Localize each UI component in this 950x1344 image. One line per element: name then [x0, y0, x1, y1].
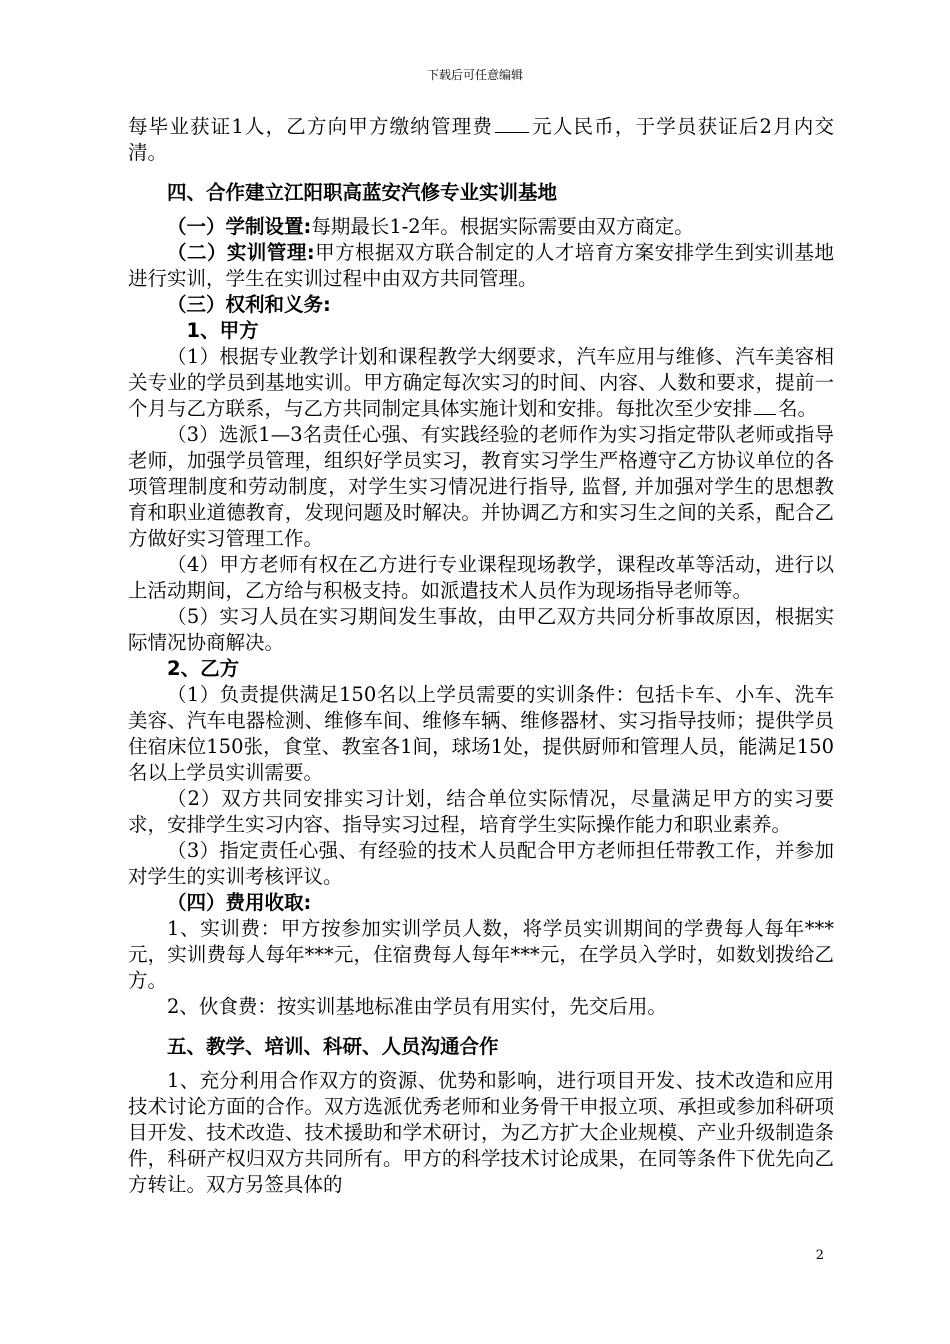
fill-in-blank: [495, 114, 529, 133]
paragraph: [128, 344, 834, 422]
fill-in-blank: [754, 396, 776, 415]
subheading-party-b: 2、乙方: [167, 657, 240, 680]
page-header: 下载后可任意编辑: [426, 68, 523, 82]
text-run: 名。: [778, 397, 818, 420]
subheading-lead: （一）学制设置:: [167, 215, 312, 238]
paragraph: （1）负责提供满足150名以上学员需要的实训条件：包括卡车、小车、洗车美容、汽车电器检测、维修车间、维修车辆、维修器材、实习指导技师；提供学员住宿床位150张，食堂、教室各1间，球场1处，提供厨师和管理人员，能满足150名以上学员实训需要。: [128, 683, 834, 784]
paragraph: （5）实习人员在实习期间发生事故，由甲乙双方共同分析事故原因，根据实际情况协商解决。: [128, 605, 834, 654]
subheading-lead: （二）实训管理:: [167, 241, 315, 264]
paragraph: [128, 214, 834, 240]
paragraph: [128, 240, 834, 292]
text-run: 每毕业获证1人，乙方向甲方缴纳管理费: [128, 115, 493, 138]
paragraph: （3）选派1—3名责任心强、有实践经验的老师作为实习指定带队老师或指导老师，加强学员管理，组织好学员实习，教育实习学生严格遵守乙方协议单位的各项管理制度和劳动制度，对学生实习情况进行指导, 监督, 并加强对学生的思想教育和职业道德教育，发现问题及时解决。并协调乙方和实习生之间的关系，配合乙方做好实习管理工作。: [128, 423, 834, 550]
section-heading-4: 四、合作建立江阳职高蓝安汽修专业实训基地: [167, 181, 558, 204]
paragraph: （4）甲方老师有权在乙方进行专业课程现场教学，课程改革等活动，进行以上活动期间，乙方给与积极支持。如派遣技术人员作为现场指导老师等。: [128, 553, 834, 602]
subheading-rights: （三）权利和义务:: [167, 293, 331, 316]
text-run: 元人民币，于学员获证后2月内交清。: [128, 115, 834, 164]
paragraph: 1、充分利用合作双方的资源、优势和影响，进行项目开发、技术改造和应用技术讨论方面的合作。双方选派优秀老师和业务骨干申报立项、承担或参加科研项目开发、技术改造、技术援助和学术研讨，为乙方扩大企业规模、产业升级制造条件，科研产权归双方共同所有。甲方的科学技术讨论成果，在同等条件下优先向乙方转让。双方另签具体的: [128, 1069, 834, 1196]
text-run: （1）根据专业教学计划和课程教学大纲要求，汽车应用与维修、汽车美容相关专业的学员到基地实训。甲方确定每次实习的时间、内容、人数和要求，提前一个月与乙方联系，与乙方共同制定具体实施计划和安排。每批次至少安排: [128, 345, 834, 420]
paragraph: 2、伙食费：按实训基地标准由学员有用实付，先交后用。: [167, 995, 667, 1018]
paragraph: （2）双方共同安排实习计划，结合单位实际情况，尽量满足甲方的实习要求，安排学生实习内容、指导实习过程，培育学生实际操作能力和职业素养。: [128, 787, 834, 836]
document-body: [128, 114, 834, 1198]
paragraph: （3）指定责任心强、有经验的技术人员配合甲方老师担任带教工作，并参加对学生的实训考核评议。: [128, 839, 834, 888]
subheading-party-a: 1、甲方: [186, 319, 259, 342]
paragraph: [128, 114, 834, 166]
section-heading-5: 五、教学、培训、科研、人员沟通合作: [167, 1035, 499, 1058]
subheading-fees: （四）费用收取:: [167, 891, 312, 914]
page-number: 2: [815, 1248, 824, 1263]
text-run: 每期最长1-2年。根据实际需要由双方商定。: [311, 215, 694, 238]
text-run: 甲方根据双方联合制定的人才培育方案安排学生到实训基地进行实训，学生在实训过程中由双方共同管理。: [128, 241, 834, 290]
paragraph: 1、实训费：甲方按参加实训学员人数，将学员实训期间的学费每人每年***元，实训费每人每年***元，住宿费每人每年***元，在学员入学时，如数划拨给乙方。: [128, 917, 834, 992]
